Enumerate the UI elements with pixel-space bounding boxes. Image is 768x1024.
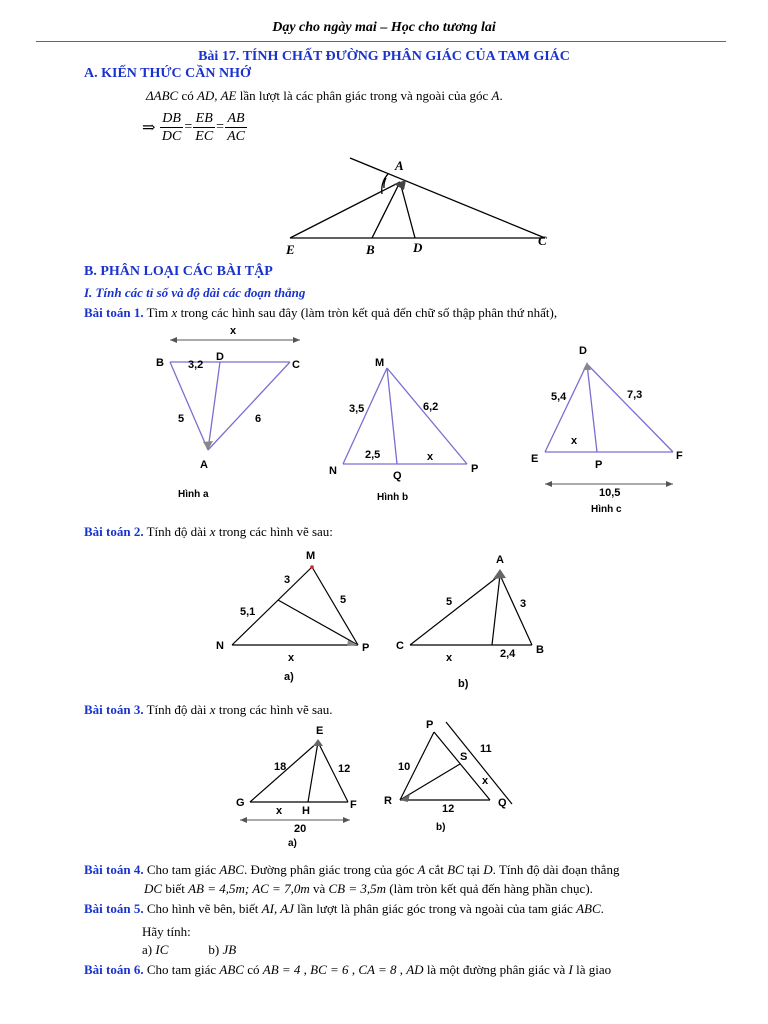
label-P: P: [426, 719, 434, 731]
label-pq: 11: [480, 743, 492, 755]
text: ,: [300, 962, 311, 977]
caption-2a: a): [284, 671, 294, 683]
math: D: [483, 862, 493, 877]
text: cắt: [425, 862, 448, 877]
problem-3: [84, 702, 333, 718]
problem-1: [84, 305, 557, 321]
fraction-ab-ac: [225, 110, 247, 145]
math: IC: [155, 942, 169, 957]
math: ABC: [219, 962, 244, 977]
numerator: EB: [193, 110, 215, 128]
label-x: x: [571, 435, 578, 447]
label-gf: 20: [294, 823, 307, 835]
math: ABC: [219, 862, 244, 877]
label-ef: 10,5: [599, 487, 621, 499]
label-P: P: [362, 642, 370, 654]
label-ac: 5: [446, 596, 453, 608]
figure-hinh-c: [525, 338, 695, 518]
problem-5: [84, 901, 724, 917]
label-eg: 18: [274, 761, 287, 773]
label-df: 7,3: [627, 389, 643, 401]
text: (làm tròn kết quả đến hàng phần chục).: [386, 881, 593, 896]
caption-3b: b): [436, 822, 446, 833]
math: DC: [144, 881, 163, 896]
label-B: B: [156, 357, 164, 369]
math-x: x: [209, 702, 216, 717]
label-F: F: [350, 799, 357, 811]
caption-hinh-a: Hình a: [178, 489, 209, 500]
numerator: DB: [160, 110, 183, 128]
caption-hinh-b: Hình b: [377, 492, 409, 503]
figure-problem-2a: [210, 545, 385, 690]
label-bd: 3,2: [188, 359, 204, 371]
text: Tính độ dài: [143, 702, 210, 717]
label-x: x: [276, 805, 283, 817]
problem-5-parts: [142, 942, 236, 958]
label-x: x: [288, 652, 295, 664]
denominator: EC: [195, 129, 214, 144]
math: I: [568, 962, 573, 977]
math: BC: [447, 862, 464, 877]
label-M: M: [306, 550, 316, 562]
label-ab: 3: [520, 598, 527, 610]
label-rp: 10: [398, 761, 411, 773]
caption-hinh-c: Hình c: [591, 504, 622, 515]
text: ,: [348, 962, 359, 977]
section-b-heading: B. PHÂN LOẠI CÁC BÀI TẬP: [84, 264, 273, 279]
label-m3: 3: [284, 574, 291, 586]
caption-3a: a): [288, 838, 297, 849]
part-a: a): [142, 942, 156, 957]
problem-label: Bài toán 2.: [84, 524, 144, 539]
math: JB: [222, 942, 237, 957]
fraction-db-dc: [160, 110, 183, 145]
text: trong các hình vẽ sau.: [215, 702, 333, 717]
problem-label: Bài toán 5.: [84, 901, 144, 916]
problem-5-ask: Hãy tính:: [142, 924, 191, 939]
text: Cho tam giác: [143, 962, 220, 977]
label-C: C: [538, 233, 547, 248]
math-x: x: [171, 305, 178, 320]
label-nq: 2,5: [365, 449, 381, 461]
label-C: C: [396, 640, 404, 652]
math: BC = 6: [310, 962, 349, 977]
label-D: D: [413, 240, 423, 255]
problem-4: [84, 860, 724, 898]
text: Tính độ dài: [143, 524, 210, 539]
text: Tìm: [143, 305, 172, 320]
angle-mark: [394, 180, 406, 190]
text: trong các hình sau đây (làm tròn kết quả đến chữ số thập phân thứ nhất),: [177, 305, 558, 320]
label-P: P: [471, 463, 479, 475]
figure-problem-2b: [390, 545, 560, 695]
label-ab: 5: [178, 413, 185, 425]
math-a: A: [491, 88, 500, 103]
label-P: P: [595, 459, 603, 471]
text: lần lượt là phân giác góc trong và ngoài của tam giác: [293, 901, 577, 916]
label-ef: 12: [338, 763, 351, 775]
text: trong các hình vẽ sau:: [215, 524, 333, 539]
problem-label: Bài toán 1.: [84, 305, 144, 320]
math: CB = 3,5m: [328, 881, 387, 896]
denominator: AC: [227, 129, 245, 144]
label-rq: 12: [442, 803, 455, 815]
label-B: B: [536, 644, 544, 656]
numerator: AB: [225, 110, 247, 128]
text: là một đường phân giác và: [423, 962, 569, 977]
math: AD: [406, 962, 424, 977]
math-ad-ae: AD, AE: [196, 88, 237, 103]
fraction-eb-ec: [193, 110, 215, 145]
caption-2b: b): [458, 678, 469, 690]
label-Q: Q: [498, 797, 507, 809]
page-header: Dạy cho ngày mai – Học cho tương lai: [272, 20, 496, 35]
label-de: 5,4: [551, 391, 567, 403]
problem-label: Bài toán 6.: [84, 962, 144, 977]
label-Q: Q: [393, 470, 402, 482]
text: là giao: [572, 962, 612, 977]
figure-problem-3b: [380, 716, 520, 846]
label-N: N: [216, 640, 224, 652]
text: biết: [162, 881, 189, 896]
label-mp: 6,2: [423, 401, 439, 413]
label-D: D: [579, 345, 587, 357]
label-D: D: [216, 351, 224, 363]
lesson-title: Bài 17. TÍNH CHẤT ĐƯỜNG PHÂN GIÁC CỦA TAM GIÁC: [198, 49, 570, 64]
label-F: F: [676, 450, 683, 462]
text: có: [243, 962, 263, 977]
label-x: x: [427, 451, 434, 463]
math-x: x: [209, 524, 216, 539]
text: Cho tam giác: [143, 862, 220, 877]
label-x: x: [482, 775, 489, 787]
text: và: [309, 881, 329, 896]
label-E: E: [286, 242, 295, 257]
problem-2: [84, 524, 333, 540]
text: tại: [463, 862, 484, 877]
label-A: A: [395, 158, 404, 173]
label-B: B: [366, 242, 375, 257]
header-rule: [36, 41, 726, 42]
math: AI, AJ: [261, 901, 294, 916]
implies-symbol: ⇒: [142, 119, 156, 137]
math: A: [417, 862, 426, 877]
text: . Đường phân giác trong của góc: [243, 862, 418, 877]
problem-label: Bài toán 3.: [84, 702, 144, 717]
label-E: E: [316, 725, 324, 737]
text: Cho hình vẽ bên, biết: [143, 901, 262, 916]
part-b: b): [208, 942, 223, 957]
equals-sign: =: [184, 119, 193, 135]
label-mn: 3,5: [349, 403, 365, 415]
label-E: E: [531, 453, 539, 465]
math: CA = 8: [358, 962, 397, 977]
label-M: M: [375, 357, 385, 369]
label-x: x: [230, 325, 237, 337]
text: .: [499, 88, 503, 103]
label-G: G: [236, 797, 245, 809]
math: AB = 4: [262, 962, 301, 977]
section-a-heading: A. KIẾN THỨC CẦN NHỚ: [84, 66, 251, 81]
label-A: A: [200, 459, 208, 471]
text: .: [600, 901, 604, 916]
subsection-1-heading: I. Tính các tỉ số và độ dài các đoạn thẳng: [84, 285, 306, 300]
label-mp: 5: [340, 594, 347, 606]
label-H: H: [302, 805, 310, 817]
figure-problem-3a: [230, 722, 370, 852]
text: có: [178, 88, 197, 103]
label-A: A: [496, 554, 504, 566]
figure-hinh-b: [325, 348, 495, 508]
math-triangle: ΔABC: [146, 88, 179, 103]
equals-sign: =: [216, 119, 225, 135]
ratio-formula: [142, 110, 248, 145]
text: lần lượt là các phân giác trong và ngoài của góc: [236, 88, 492, 103]
label-ac: 6: [255, 413, 262, 425]
denominator: DC: [161, 129, 182, 144]
label-R: R: [384, 795, 392, 807]
figure-bisector-theorem: [280, 150, 560, 260]
label-C: C: [292, 359, 300, 371]
label-x: x: [446, 652, 453, 664]
math: AB = 4,5m; AC = 7,0m: [188, 881, 310, 896]
figure-hinh-a: [150, 322, 315, 507]
text: ,: [396, 962, 407, 977]
text: . Tính độ dài đoạn thẳng: [492, 862, 620, 877]
label-nm: 5,1: [240, 606, 256, 618]
math: ABC: [576, 901, 601, 916]
theorem-line: [146, 88, 503, 104]
problem-label: Bài toán 4.: [84, 862, 144, 877]
problem-6: [84, 962, 744, 978]
label-S: S: [460, 751, 468, 763]
label-db: 2,4: [500, 648, 516, 660]
label-N: N: [329, 465, 337, 477]
